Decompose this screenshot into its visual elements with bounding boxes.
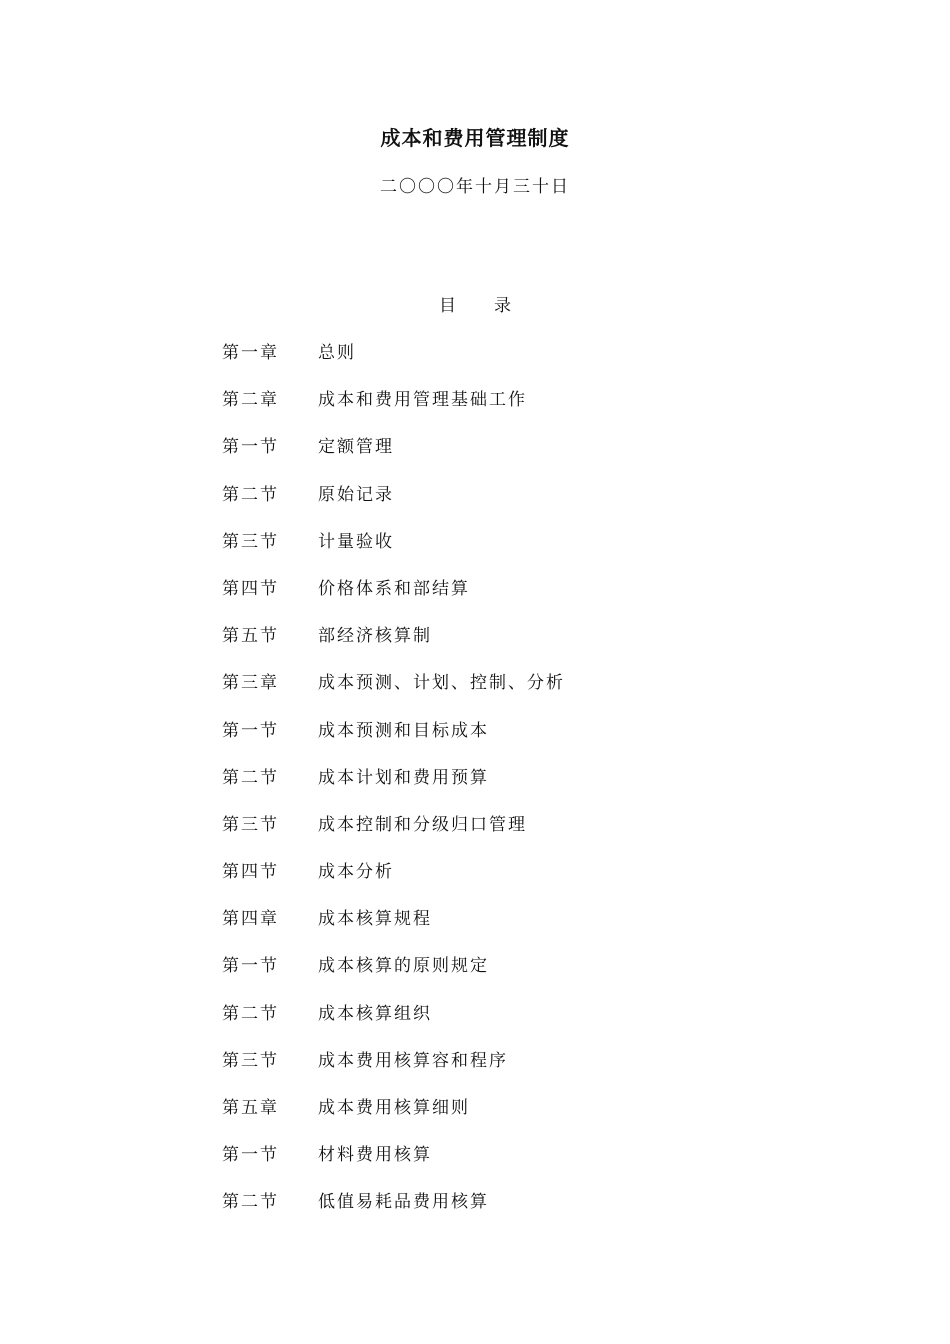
toc-entry-title: 低值易耗品费用核算 bbox=[318, 1192, 489, 1213]
toc-entry-title: 成本控制和分级归口管理 bbox=[318, 814, 527, 835]
toc-entry bbox=[222, 951, 842, 998]
toc-entry bbox=[222, 716, 842, 763]
toc-list bbox=[222, 338, 842, 1235]
toc-entry-number: 第二章 bbox=[222, 390, 279, 411]
toc-entry-title: 成本计划和费用预算 bbox=[318, 767, 489, 788]
toc-entry-number: 第三节 bbox=[222, 1050, 279, 1071]
toc-entry-number: 第五章 bbox=[222, 1098, 279, 1118]
toc-entry-number: 第一章 bbox=[222, 343, 279, 363]
toc-entry-number: 第四节 bbox=[222, 578, 279, 599]
toc-entry-title: 成本分析 bbox=[318, 862, 394, 883]
toc-entry bbox=[222, 763, 842, 810]
toc-entry-title: 部经济核算制 bbox=[318, 626, 432, 647]
toc-entry bbox=[222, 338, 842, 385]
toc-entry bbox=[222, 857, 842, 904]
toc-entry-title: 成本费用核算细则 bbox=[318, 1098, 470, 1118]
toc-entry-title: 原始记录 bbox=[318, 484, 394, 505]
toc-entry-number: 第一节 bbox=[222, 720, 279, 741]
toc-entry-title: 计量验收 bbox=[318, 531, 394, 552]
toc-entry-title: 价格体系和部结算 bbox=[318, 578, 470, 599]
toc-entry bbox=[222, 574, 842, 621]
toc-heading bbox=[0, 291, 950, 316]
toc-entry-number: 第三节 bbox=[222, 531, 279, 552]
toc-entry-number: 第五节 bbox=[222, 626, 279, 647]
toc-entry-number: 第三节 bbox=[222, 814, 279, 835]
toc-entry-number: 第二节 bbox=[222, 484, 279, 505]
toc-entry-number: 第一节 bbox=[222, 437, 279, 458]
toc-entry bbox=[222, 1093, 842, 1140]
toc-entry-number: 第一节 bbox=[222, 1145, 279, 1166]
toc-entry-number: 第二节 bbox=[222, 1192, 279, 1213]
toc-entry-title: 总则 bbox=[318, 343, 356, 363]
toc-entry bbox=[222, 385, 842, 432]
toc-entry bbox=[222, 810, 842, 857]
toc-entry-title: 成本核算规程 bbox=[318, 909, 432, 930]
toc-heading-left: 目 bbox=[439, 296, 456, 316]
toc-entry bbox=[222, 1187, 842, 1234]
document-title: 成本和费用管理制度 bbox=[380, 126, 570, 150]
toc-entry bbox=[222, 432, 842, 479]
toc-entry-title: 成本费用核算容和程序 bbox=[318, 1050, 508, 1071]
toc-entry-number: 第三章 bbox=[222, 673, 279, 694]
toc-entry-number: 第四章 bbox=[222, 909, 279, 930]
toc-entry-title: 成本核算的原则规定 bbox=[318, 956, 489, 977]
toc-entry bbox=[222, 1046, 842, 1093]
document-date: 二〇〇〇年十月三十日 bbox=[380, 177, 570, 197]
toc-entry bbox=[222, 480, 842, 527]
toc-entry bbox=[222, 621, 842, 668]
toc-entry bbox=[222, 1140, 842, 1187]
toc-entry-title: 成本和费用管理基础工作 bbox=[318, 390, 527, 411]
toc-entry-title: 材料费用核算 bbox=[318, 1145, 432, 1166]
toc-heading-right: 录 bbox=[494, 296, 511, 316]
toc-entry-number: 第二节 bbox=[222, 1003, 279, 1024]
toc-entry-title: 成本核算组织 bbox=[318, 1003, 432, 1024]
toc-entry-number: 第二节 bbox=[222, 767, 279, 788]
toc-entry-title: 定额管理 bbox=[318, 437, 394, 458]
toc-entry-number: 第四节 bbox=[222, 862, 279, 883]
toc-entry bbox=[222, 527, 842, 574]
toc-entry-title: 成本预测和目标成本 bbox=[318, 720, 489, 741]
toc-entry-title: 成本预测、计划、控制、分析 bbox=[318, 673, 565, 694]
toc-entry-number: 第一节 bbox=[222, 956, 279, 977]
toc-entry bbox=[222, 999, 842, 1046]
toc-entry bbox=[222, 904, 842, 951]
toc-entry bbox=[222, 668, 842, 715]
